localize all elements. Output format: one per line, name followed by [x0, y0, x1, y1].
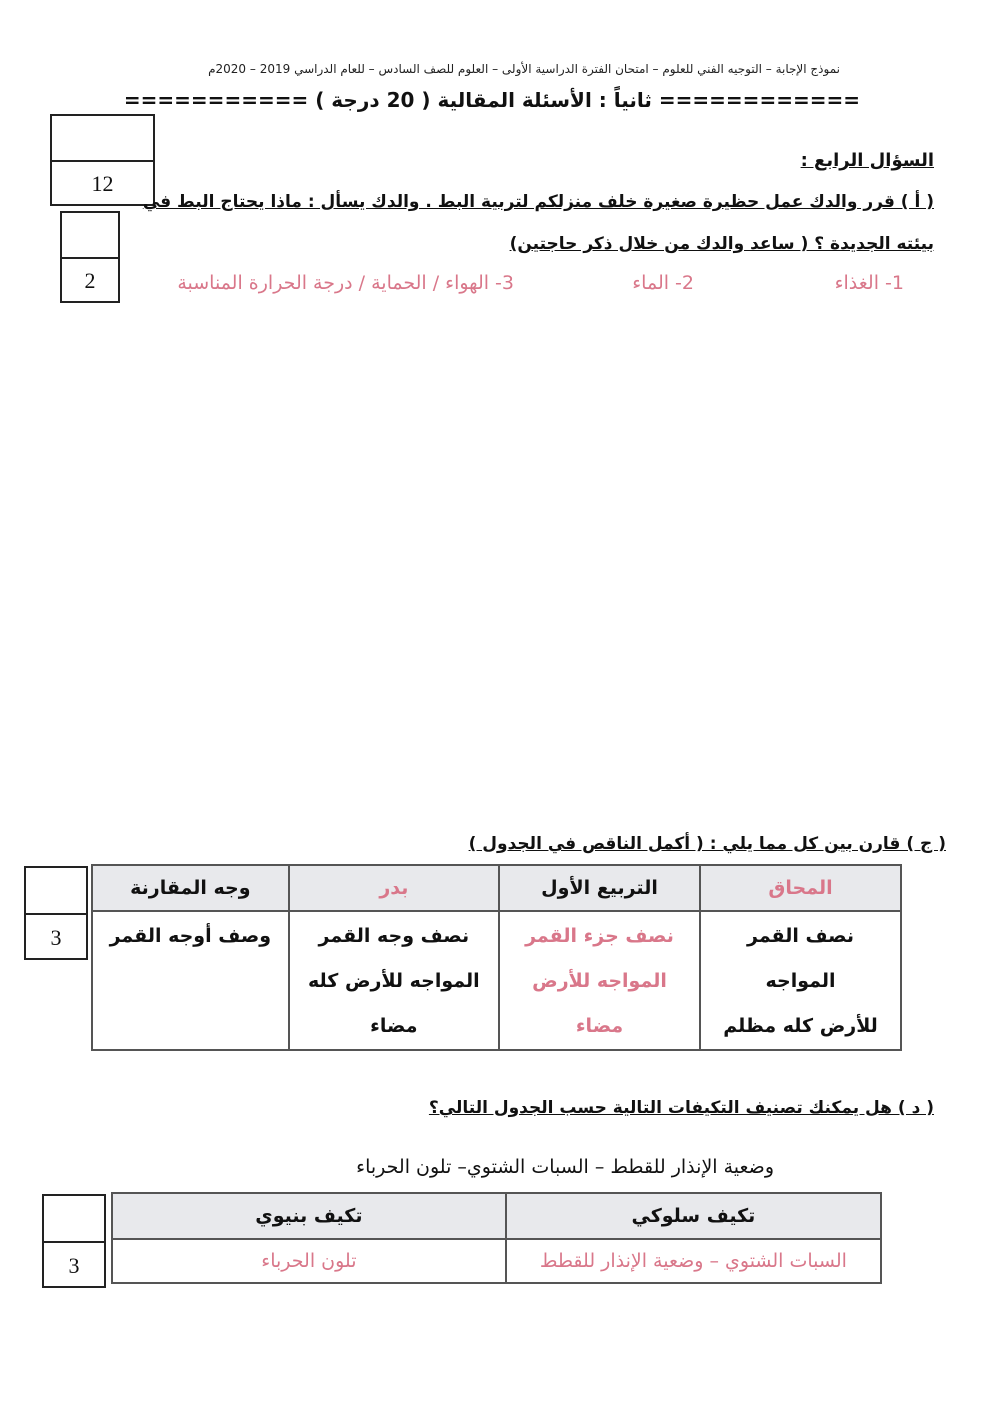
- part-d-score-box: [42, 1194, 106, 1288]
- question-a-line-2: بيئته الجديدة ؟ ( ساعد والدك من خلال ذكر حاجتين): [509, 234, 934, 254]
- part-c-score: 3: [50, 924, 62, 950]
- table-header-row: [112, 1193, 881, 1239]
- row-label-moon-phase-description: وصف أوجه القمر: [92, 911, 289, 1050]
- answer-food: 1- الغذاء: [834, 272, 904, 294]
- header-first-quarter: التربيع الأول: [499, 865, 700, 911]
- table-header-row: [92, 865, 901, 911]
- table-row: [92, 911, 901, 1050]
- table-row: [112, 1239, 881, 1283]
- adaptations-list: وضعية الإنذار للقطط – السبات الشتوي– تلون الحرباء: [356, 1156, 774, 1178]
- header-structural-adaptation: تكيف بنيوي: [112, 1193, 506, 1239]
- adaptations-table: [111, 1192, 882, 1284]
- header-behavioral-adaptation: تكيف سلوكي: [506, 1193, 881, 1239]
- part-d-score: 3: [68, 1252, 80, 1278]
- header-full-moon: بدر: [289, 865, 499, 911]
- part-a-score: 2: [84, 268, 96, 293]
- part-d-prompt: ( د ) هل يمكنك تصنيف التكيفات التالية حسب الجدول التالي؟: [428, 1098, 934, 1118]
- cell-first-quarter: نصف جزء القمر المواجه للأرض مضاء: [499, 911, 700, 1050]
- exam-header: نموذج الإجابة – التوجيه الفني للعلوم – امتحان الفترة الدراسية الأولى – العلوم للصف السادس – للعام الدراسي 2019 – 2020م: [208, 62, 840, 76]
- total-score: 12: [91, 171, 114, 196]
- moon-phases-table: [91, 864, 902, 1051]
- cell-new-moon: نصف القمر المواجه للأرض كله مظلم: [700, 911, 901, 1050]
- cell-full-moon: نصف وجه القمر المواجه للأرض كله مضاء: [289, 911, 499, 1050]
- answer-structural: تلون الحرباء: [112, 1239, 506, 1283]
- answer-water: 2- الماء: [632, 272, 694, 294]
- question-a-line-1: ( أ ) قرر والدك عمل حظيرة صغيرة خلف منزلكم لتربية البط . والدك يسأل : ماذا يحتاج البط في: [142, 192, 934, 212]
- total-score-box: [50, 114, 155, 206]
- answer-air-protection-temperature: 3- الهواء / الحماية / درجة الحرارة المناسبة: [177, 272, 514, 294]
- part-c-prompt: ( ج ) قارن بين كل مما يلي : ( أكمل الناقص في الجدول ): [468, 834, 946, 854]
- part-a-score-box: [60, 211, 120, 303]
- section-title: ============ ثانياً : الأسئلة المقالية ( 20 درجة ) ===========: [123, 88, 860, 112]
- header-comparison-aspect: وجه المقارنة: [92, 865, 289, 911]
- question-4-label: السؤال الرابع :: [800, 150, 934, 171]
- part-c-score-box: [24, 866, 88, 960]
- header-new-moon: المحاق: [700, 865, 901, 911]
- answer-behavioral: السبات الشتوي – وضعية الإنذار للقطط: [506, 1239, 881, 1283]
